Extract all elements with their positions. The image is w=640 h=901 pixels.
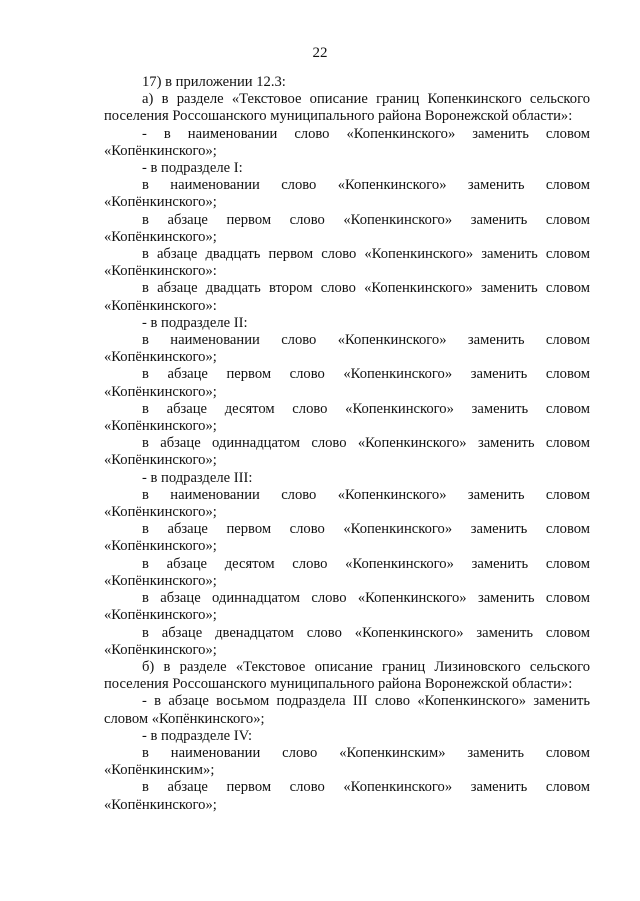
paragraph-replace-item: в наименовании слово «Копенкинского» заменить словом «Копёнкинского»; bbox=[104, 332, 590, 366]
paragraph-replace-item: в абзаце двадцать первом слово «Копенкинского» заменить словом «Копёнкинского»: bbox=[104, 246, 590, 280]
paragraph-replace-item: в абзаце первом слово «Копенкинского» заменить словом «Копёнкинского»; bbox=[104, 521, 590, 555]
paragraph-replace-item: в абзаце десятом слово «Копенкинского» заменить словом «Копёнкинского»; bbox=[104, 555, 590, 589]
paragraph-replace-item: в абзаце одиннадцатом слово «Копенкинского» заменить словом «Копёнкинского»; bbox=[104, 590, 590, 624]
paragraph-subsection-2: - в подразделе II: bbox=[142, 314, 248, 331]
paragraph-appendix-item: 17) в приложении 12.3: bbox=[142, 74, 286, 90]
page-number: 22 bbox=[312, 45, 328, 61]
paragraph-replace-item: в абзаце одиннадцатом слово «Копенкинского» заменить словом «Копёнкинского»; bbox=[104, 435, 590, 469]
paragraph-replace-item: в абзаце первом слово «Копенкинского» заменить словом «Копёнкинского»; bbox=[104, 779, 590, 813]
document-body bbox=[104, 74, 590, 814]
paragraph-subsection-1: - в подразделе I: bbox=[142, 160, 243, 177]
paragraph-replace-title: - в наименовании слово «Копенкинского» заменить словом «Копёнкинского»; bbox=[104, 125, 590, 159]
paragraph-replace-item: в абзаце десятом слово «Копенкинского» заменить словом «Копёнкинского»; bbox=[104, 400, 590, 435]
paragraph-replace-item: в наименовании слово «Копенкинского» заменить словом «Копёнкинского»; bbox=[104, 177, 590, 211]
paragraph-section-b: б) в разделе «Текстовое описание границ Лизиновского сельского поселения Россошанского муниципального района Воронежской области»: bbox=[104, 658, 590, 693]
paragraph-replace-item: в абзаце двадцать втором слово «Копенкинского» заменить словом «Копёнкинского»: bbox=[104, 280, 590, 314]
paragraph-replace-item: в абзаце первом слово «Копенкинского» заменить словом «Копёнкинского»; bbox=[104, 211, 590, 245]
paragraph-replace-item: в абзаце первом слово «Копенкинского» заменить словом «Копёнкинского»; bbox=[104, 366, 590, 400]
paragraph-replace-item: в наименовании слово «Копенкинским» заменить словом «Копёнкинским»; bbox=[104, 744, 590, 779]
paragraph-section-a: а) в разделе «Текстовое описание границ Копенкинского сельского поселения Россошанского муниципального района Воронежской области»: bbox=[104, 91, 590, 125]
paragraph-subsection-4: - в подразделе IV: bbox=[142, 727, 253, 744]
paragraph-replace-item: в абзаце двенадцатом слово «Копенкинского» заменить словом «Копёнкинского»; bbox=[104, 624, 590, 658]
paragraph-replace-item: - в абзаце восьмом подраздела III слово «Копенкинского» заменить словом «Копёнкинского»; bbox=[104, 693, 590, 727]
paragraph-subsection-3: - в подразделе III: bbox=[142, 469, 253, 486]
paragraph-replace-item: в наименовании слово «Копенкинского» заменить словом «Копёнкинского»; bbox=[104, 486, 590, 521]
